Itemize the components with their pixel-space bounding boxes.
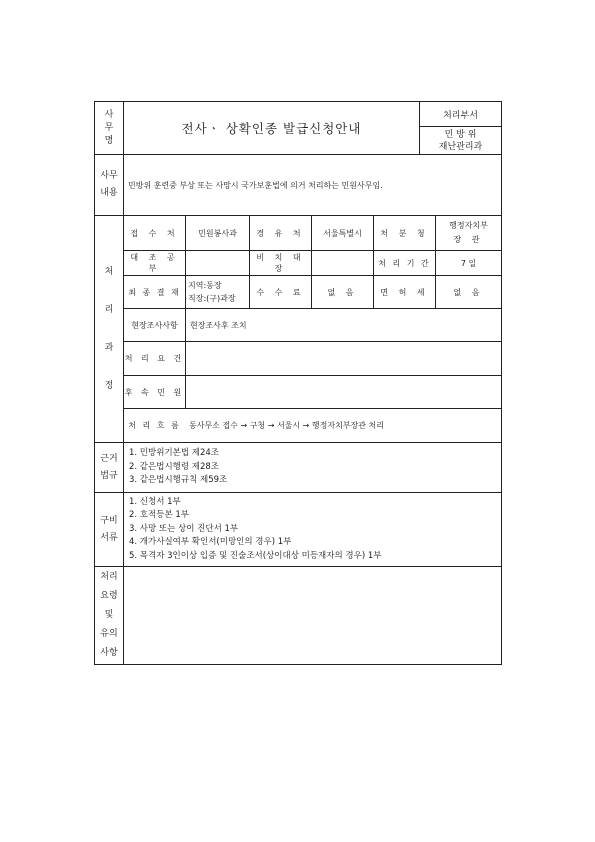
handling-label [373,216,435,250]
notes-label-line: 유의 [100,629,118,639]
notes-content [123,567,501,664]
notes-label-line: 요령 [100,591,118,601]
documents-label [95,493,123,566]
license-fee-value-text: 없 음 [453,287,484,297]
license-fee-label-text: 면 허 세 [380,287,429,297]
documents-item: 3. 사망 또는 상이 진단서 1부 [129,523,239,534]
dept-value [419,126,501,154]
field-value-text: 현장조사후 조치 [190,320,247,330]
comparison-label [249,251,311,275]
followup-label-text: 후 속 민 원 [124,387,185,397]
handling-label-text: 처 분 청 [380,228,429,238]
documents-item: 5. 목격자 3인이상 입증 및 진술조서(상이대상 미등재자의 경우) 1부 [129,550,382,561]
license-fee-label [373,276,435,308]
basis-item: 3. 같은법시행규칙 제59조 [129,475,228,486]
comparison-label-text: 비 치 대 장 [256,253,305,273]
guide-form [94,101,502,665]
requirement-label [124,342,185,375]
work-label-line: 사무 [100,171,118,181]
followup-value [185,376,501,408]
register-value [185,251,249,275]
reception-value-text: 민원봉사과 [198,228,237,238]
approval-label [124,276,185,308]
work-content-text: 민방위 훈련중 부상 또는 사망시 국가보훈법에 의거 처리하는 민원사무임. [128,180,383,190]
requirement-label-text: 처 리 요 건 [124,354,185,363]
handling-value [435,216,501,250]
reception-label [124,216,185,250]
license-fee-value [435,276,501,308]
header-label-char: 명 [104,135,114,146]
dept-value-line: 재난관리과 [438,141,483,152]
process-label-char: 처 [104,267,114,277]
basis-label [95,443,123,492]
approval-label-text: 최 종 결 재 [128,287,181,297]
work-content [123,155,501,215]
process-label-char: 정 [104,381,114,391]
period-value [435,251,501,275]
flow-label-text: 처 리 흐 름 [128,421,181,430]
comparison-value [311,251,373,275]
register-label [124,251,185,275]
approval-value-line: 직장:(구)과장 [188,294,236,303]
documents-item: 2. 호적등본 1부 [129,510,189,521]
followup-label [124,376,185,408]
relay-label [249,216,311,250]
notes-label-line: 사항 [100,648,118,658]
dept-label-text: 처리부서 [443,110,478,121]
fee-value-text: 없 음 [327,287,358,297]
basis-label-line: 근거 [100,453,118,464]
page-title-text: 전사ㆍ 상확인종 발급신청안내 [181,121,362,136]
flow-value-text: 동사무소 접수 → 구청 → 서울시 → 행정자치부장관 처리 [189,421,385,430]
header-label-char: 사 [104,109,114,120]
period-label-text: 처 리 기 간 [378,258,431,268]
flow-value [185,409,501,442]
reception-label-text: 접 수 처 [130,228,179,238]
basis-item: 2. 같은법시행령 제28조 [129,461,220,472]
fee-label-text: 수 수 료 [256,287,305,297]
period-label [373,251,435,275]
header-label [95,102,123,154]
notes-label-line: 및 [104,610,114,620]
documents-item: 1. 신청서 1부 [129,496,181,507]
relay-value-text: 서울특별시 [323,228,362,238]
dept-value-line: 민 방 위 [444,129,477,140]
documents-label-line: 구비 [100,515,118,526]
handling-value-line: 행정자치부 [449,221,488,230]
relay-label-text: 경 유 처 [256,228,305,238]
fee-label [249,276,311,308]
approval-value [185,276,249,308]
basis-label-line: 법규 [100,470,118,481]
page-title [123,102,419,154]
register-label-text: 대 조 공 부 [130,253,179,273]
work-label [95,155,123,215]
reception-value [185,216,249,250]
handling-value-line: 장 관 [453,235,484,244]
process-label-char: 과 [104,343,114,353]
field-label-text: 현장조사사항 [131,320,178,330]
process-label [95,216,123,442]
field-label [124,309,185,341]
period-value-text: 7 일 [460,258,477,268]
flow-label [124,409,185,442]
dept-label [419,102,501,126]
notes-label-line: 처리 [100,572,118,582]
documents-item: 4. 개가사실여부 확인서(미망인의 경우) 1부 [129,537,292,548]
basis-item: 1. 민방위기본법 제24조 [129,448,220,459]
requirement-value [185,342,501,375]
documents-list [123,493,501,566]
basis-list [123,443,501,492]
notes-label [95,567,123,664]
header-label-char: 무 [104,122,114,133]
approval-value-line: 지역:동장 [188,281,222,290]
work-label-line: 내용 [100,188,118,198]
fee-value [311,276,373,308]
field-value [185,309,501,341]
process-label-char: 리 [104,305,114,315]
relay-value [311,216,373,250]
documents-label-line: 서류 [100,532,118,543]
